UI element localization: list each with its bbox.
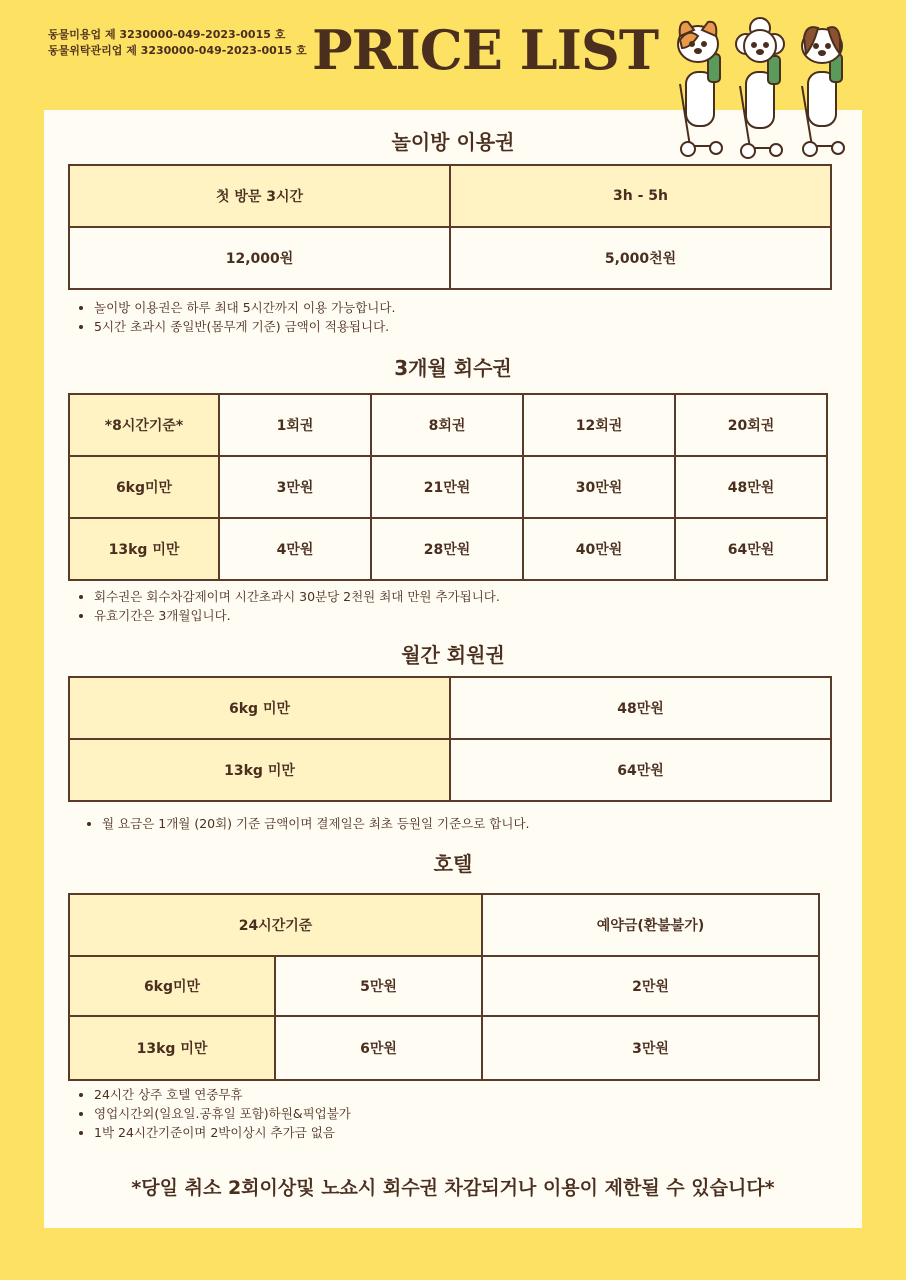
playroom-col1-label: 첫 방문 3시간 <box>69 165 450 227</box>
list-item: • 1박 24시간기준이며 2박이상시 추가금 없음 <box>94 1123 351 1142</box>
price-cell: 48만원 <box>675 456 827 518</box>
monthly-table <box>68 676 832 802</box>
list-item: • 영업시간외(일요일.공휴일 포함)하원&픽업불가 <box>94 1104 351 1123</box>
playroom-col2-price: 5,000천원 <box>450 227 831 289</box>
page-title: PRICE LIST <box>312 18 659 82</box>
table-row <box>69 518 827 580</box>
table-row <box>69 456 827 518</box>
playroom-col1-price: 12,000원 <box>69 227 450 289</box>
list-item: • 24시간 상주 호텔 연중무휴 <box>94 1085 351 1104</box>
three-month-heading: 3개월 회수권 <box>394 356 512 380</box>
column-header: 8회권 <box>371 394 523 456</box>
price-cell: 48만원 <box>450 677 831 739</box>
price-cell: 64만원 <box>450 739 831 801</box>
price-cell: 6만원 <box>275 1016 482 1080</box>
list-item: • 놀이방 이용권은 하루 최대 5시간까지 이용 가능합니다. <box>94 298 395 317</box>
row-label: 13kg 미만 <box>69 1016 275 1080</box>
monthly-heading: 월간 회원권 <box>401 643 505 667</box>
list-item: • 5시간 초과시 종일반(몸무게 기준) 금액이 적용됩니다. <box>94 317 395 336</box>
hotel-header-right: 예약금(환불불가) <box>482 894 819 956</box>
column-header: 12회권 <box>523 394 675 456</box>
table-row <box>69 956 819 1016</box>
three-month-table <box>68 393 828 581</box>
hotel-notes <box>72 1085 351 1142</box>
row-label: 13kg 미만 <box>69 739 450 801</box>
registration-boarding: 동물위탁관리업 제 3230000-049-2023-0015 호 <box>48 44 307 57</box>
row-label: 6kg미만 <box>69 456 219 518</box>
table-row <box>69 1016 819 1080</box>
deposit-cell: 3만원 <box>482 1016 819 1080</box>
hotel-heading: 호텔 <box>433 852 473 876</box>
playroom-heading: 놀이방 이용권 <box>391 130 515 154</box>
monthly-notes <box>80 814 530 833</box>
playroom-table <box>68 164 832 290</box>
column-header: 1회권 <box>219 394 371 456</box>
row-label: 6kg 미만 <box>69 677 450 739</box>
three-month-notes <box>72 587 500 625</box>
price-cell: 4만원 <box>219 518 371 580</box>
price-cell: 30만원 <box>523 456 675 518</box>
price-cell: 28만원 <box>371 518 523 580</box>
registration-grooming: 동물미용업 제 3230000-049-2023-0015 호 <box>48 28 286 41</box>
three-month-corner: *8시간기준* <box>69 394 219 456</box>
table-row <box>69 677 831 739</box>
deposit-cell: 2만원 <box>482 956 819 1016</box>
price-cell: 40만원 <box>523 518 675 580</box>
hotel-header-left: 24시간기준 <box>69 894 482 956</box>
cancellation-notice: *당일 취소 2회이상및 노쇼시 회수권 차감되거나 이용이 제한될 수 있습니다* <box>131 1177 775 1199</box>
playroom-notes <box>72 298 395 336</box>
column-header: 20회권 <box>675 394 827 456</box>
price-cell: 64만원 <box>675 518 827 580</box>
price-cell: 21만원 <box>371 456 523 518</box>
table-row <box>69 739 831 801</box>
list-item: • 월 요금은 1개월 (20회) 기준 금액이며 결제일은 최초 등원일 기준으로 합니다. <box>102 814 530 833</box>
row-label: 13kg 미만 <box>69 518 219 580</box>
price-cell: 3만원 <box>219 456 371 518</box>
hotel-table <box>68 893 820 1081</box>
list-item: • 회수권은 회수차감제이며 시간초과시 30분당 2천원 최대 만원 추가됩니다. <box>94 587 500 606</box>
row-label: 6kg미만 <box>69 956 275 1016</box>
price-cell: 5만원 <box>275 956 482 1016</box>
playroom-col2-label: 3h - 5h <box>450 165 831 227</box>
list-item: • 유효기간은 3개월입니다. <box>94 606 500 625</box>
